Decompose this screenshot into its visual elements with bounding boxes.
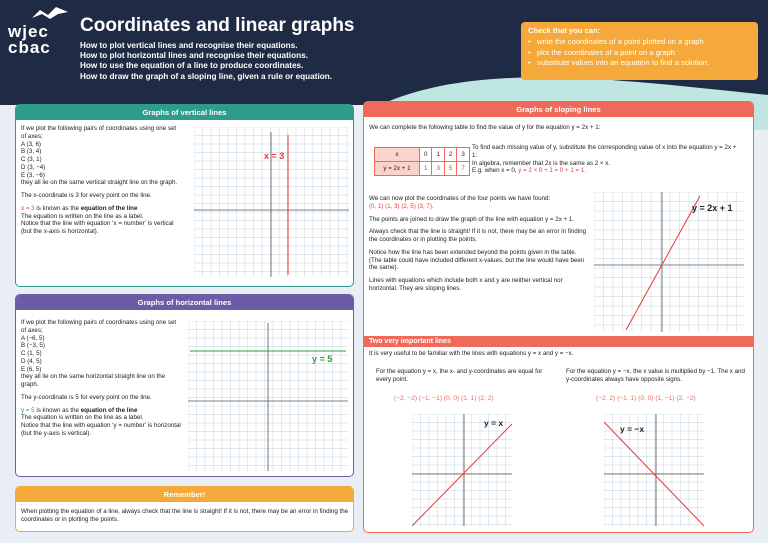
two-lines-heading: Two very important lines (364, 336, 753, 347)
ynx-grid (604, 414, 704, 526)
yx-grid (412, 414, 512, 526)
sloping-body (369, 195, 589, 293)
vertical-grid (194, 127, 349, 277)
two-lines-intro: It is very useful to be familiar with the lines with equations y = x and y = −x. (369, 350, 574, 357)
vertical-eq: x = 3 (21, 204, 35, 212)
vertical-graph-label: x = 3 (264, 151, 285, 161)
point-d: D (4, 5) (21, 357, 42, 365)
point-a: A (−6, 5) (21, 334, 45, 342)
subtitle-2: How to plot horizontal lines and recognise their equations. (80, 51, 308, 61)
check-box (521, 22, 758, 80)
wjec-logo (8, 8, 70, 56)
substitute-note (472, 144, 742, 175)
point-b: B (−3, 5) (21, 342, 45, 350)
point-e: E (3, −6) (21, 171, 45, 179)
horizontal-notice: Notice that the line with equation ‘y = number’ is horizontal (but the y-axis is vertical). (21, 422, 181, 437)
point-c: C (3, 1) (21, 156, 42, 163)
ynx-points: (−2, 2) (−1, 1) (0, 0) (1, −1) (2, −2) (596, 395, 696, 402)
table-cell: 7 (457, 162, 469, 176)
remember-heading: Remember! (16, 487, 353, 502)
horizontal-graph-label: y = 5 (312, 354, 333, 364)
known-text: is known as the (34, 204, 81, 212)
page-title: Coordinates and linear graphs (80, 15, 355, 36)
sloping-p3: Always check that the line is straight! If it is not, there may be an error in finding the coordinates or in plotting the points. (369, 228, 587, 243)
side-text-1: To find each missing value of y, substitute the corresponding value of x into the equation y = 2x + 1: (472, 144, 737, 159)
remember-panel (15, 486, 354, 532)
check-item: • write the coordinates of a point plotted on a graph (528, 37, 751, 48)
known-text: is known as the (34, 406, 81, 414)
side-text-3a: E.g. when x = 0, (472, 167, 519, 175)
point-c: C (1, 5) (21, 350, 42, 357)
vertical-lines-panel (15, 104, 354, 287)
sloping-p2: The points are joined to draw the graph of the line with equation y = 2x + 1. (369, 215, 575, 223)
table-row (375, 148, 470, 162)
sloping-intro: We can complete the following table to find the value of y for the equation y = 2x + 1: (369, 124, 601, 131)
sloping-grid (594, 192, 744, 332)
check-item: • plot the coordinates of a point on a graph (528, 48, 751, 59)
horizontal-eq-line (21, 407, 181, 415)
horizontal-after: they all lie on the same horizontal straight line on the graph. (21, 373, 166, 388)
values-table (374, 147, 470, 176)
horizontal-heading: Graphs of horizontal lines (16, 295, 353, 310)
check-item: • substitute values into an equation to find a solution. (528, 58, 751, 69)
subtitle-3: How to use the equation of a line to produce coordinates. (80, 61, 304, 71)
logo-line1: wjec (8, 22, 49, 41)
sloping-p5: Lines with equations which include both x and y are neither vertical nor horizontal. They are sloping lines. (369, 277, 563, 292)
vertical-eq-line (21, 205, 181, 213)
yx-text: For the equation y = x, the x- and y-coordinates are equal for every point. (376, 368, 543, 383)
table-row (375, 162, 470, 176)
table-cell: 1 (420, 162, 432, 176)
vertical-written: The equation is written on the line as a label. (21, 212, 144, 220)
sloping-graph (594, 192, 744, 332)
point-b: B (3, 4) (21, 148, 42, 156)
known-bold: equation of the line (80, 406, 138, 414)
side-text-3b: y = 2 × 0 + 1 = 0 + 1 = 1. (518, 167, 587, 175)
table-cell: 5 (444, 162, 456, 176)
horizontal-ycoord: The y-coordinate is 5 for every point on the line. (21, 393, 152, 401)
header-subtitles (80, 41, 332, 82)
table-cell: 3 (457, 148, 469, 162)
horizontal-lines-panel (15, 294, 354, 477)
vertical-xcoord: The x-coordinate is 3 for every point on the line. (21, 192, 152, 199)
horizontal-intro: If we plot the following pairs of coordinates using one set of axes; (21, 319, 177, 334)
check-list (528, 37, 751, 69)
dragon-icon (30, 6, 70, 20)
logo-line2: cbac (8, 38, 51, 57)
sloping-p1-points: (0, 1) (1, 3) (2, 5) (3, 7). (369, 202, 434, 210)
vertical-after: they all lie on the same vertical straight line on the graph. (21, 179, 178, 187)
table-cell: 2 (444, 148, 456, 162)
table-cell: x (375, 148, 420, 162)
ynx-label: y = −x (620, 424, 645, 434)
table-cell: 0 (420, 148, 432, 162)
ynx-text: For the equation y = −x, the x value is multiplied by −1. The x and y-coordinates always have opposite signs. (566, 368, 745, 383)
subtitle-4: How to draw the graph of a sloping line, given a rule or equation. (80, 71, 333, 81)
known-bold: equation of the line (80, 204, 138, 212)
yx-graph (412, 414, 512, 526)
remember-text: When plotting the equation of a line, always check that the line is straight! If it is not, there may be an error in finding the coordinates or in plotting the points. (21, 508, 349, 523)
horizontal-text (21, 319, 181, 438)
sloping-lines-panel (363, 101, 754, 533)
ynx-graph (604, 414, 704, 526)
horizontal-graph (188, 321, 348, 471)
horizontal-written: The equation is written on the line as a label. (21, 414, 144, 422)
table-cell: 1 (432, 148, 444, 162)
sloping-p1: We can now plot the coordinates of the four points we have found: (369, 195, 551, 202)
sloping-p4: Notice how the line has been extended beyond the points given in the table. (The table could have included different x-values, but the line would have been the same). (369, 248, 585, 272)
vertical-heading: Graphs of vertical lines (16, 105, 353, 120)
point-d: D (3, −4) (21, 163, 46, 171)
point-e: E (6, 5) (21, 365, 42, 373)
side-text-3 (472, 167, 742, 175)
yx-label: y = x (484, 418, 504, 428)
vertical-intro: If we plot the following pairs of coordinates using one set of axes; (21, 125, 177, 140)
sloping-graph-label: y = 2x + 1 (692, 203, 733, 213)
point-a: A (3, 6) (21, 140, 41, 148)
horizontal-eq: y = 5 (21, 406, 35, 414)
vertical-graph (194, 127, 349, 277)
vertical-notice: Notice that the line with equation ‘x = number’ is vertical (but the x-axis is horizontal). (21, 220, 174, 235)
table-cell: 3 (432, 162, 444, 176)
side-text-2: In algebra, remember that 2x is the same as 2 × x. (472, 159, 611, 167)
vertical-text (21, 125, 181, 236)
table-cell: y = 2x + 1 (375, 162, 420, 176)
yx-points: (−2, −2) (−1, −1) (0, 0) (1, 1) (2, 2) (394, 395, 494, 402)
check-heading: Check that you can: (528, 26, 601, 35)
subtitle-1: How to plot vertical lines and recognise their equations. (80, 41, 298, 50)
sloping-heading: Graphs of sloping lines (364, 102, 753, 117)
